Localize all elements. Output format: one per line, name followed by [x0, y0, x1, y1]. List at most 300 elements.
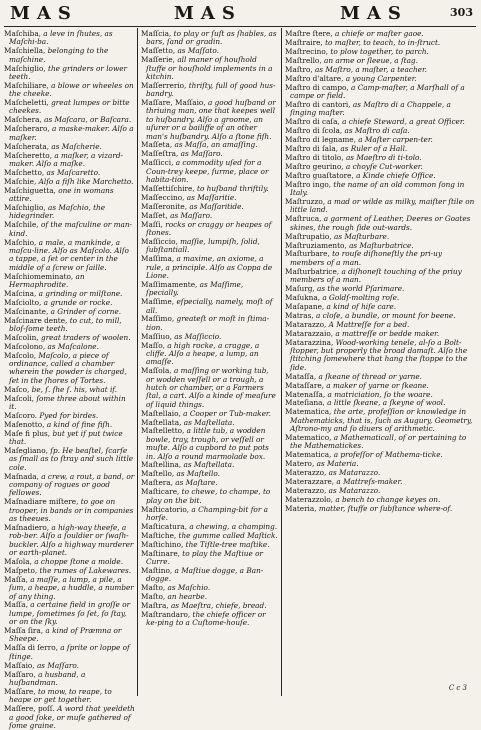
dictionary-entry	[141, 255, 278, 280]
entry-definition: a maker of yarne or ſkeane.	[323, 380, 429, 390]
dictionary-entry	[4, 447, 135, 472]
entry-headword: Matematica,	[285, 450, 332, 460]
entry-headword: Maſſeronite,	[141, 201, 188, 211]
entry-definition: as Maeſtra, chiefe, bread.	[168, 601, 267, 611]
entry-definition: as Ruler of a Hall.	[338, 144, 408, 153]
entry-definition: as Maſtro di a Chappele, a ſinging maſter.	[290, 99, 451, 118]
dictionary-entry	[141, 99, 278, 141]
entry-definition: to cut, to mill, bloſ-ſome teeth.	[9, 315, 122, 333]
entry-definition: A Mattreſſe for a bed.	[326, 319, 410, 329]
entry-headword: Maſpeto,	[4, 565, 38, 575]
entry-headword: Maſchiguetta,	[4, 185, 56, 195]
entry-definition: but yet if put twice that.	[9, 428, 123, 447]
dictionary-entry	[285, 505, 475, 513]
entry-definition: a kind of fine fiſh.	[44, 419, 113, 429]
dictionary-entry	[4, 47, 135, 64]
entry-headword: Maſſime,	[141, 297, 175, 307]
entry-headword: Maſticare,	[141, 487, 180, 497]
entry-definition: as Maſſaro.	[167, 210, 213, 220]
entry-headword: Materia,	[285, 503, 317, 513]
dictionary-entry	[141, 550, 278, 567]
entry-definition: belonging to the maſchine.	[9, 46, 109, 64]
entry-definition: Maſcolo, a piece of ordinance, called a chamber wherein the powder is charged, ſet in the ſhores of Tortes.	[9, 350, 127, 385]
entry-definition: as Maſturbatrice.	[346, 240, 414, 250]
dictionary-entry	[4, 317, 135, 334]
entry-definition: to plow together, to parch.	[328, 46, 429, 56]
entry-definition: as Maſſaritie.	[184, 192, 237, 202]
entry-definition: a Kinde chiefe Office.	[353, 170, 436, 180]
entry-headword: Matematica,	[285, 407, 332, 417]
entry-definition: to play or ſuſt as ſhables, as bars, ſand or gradin.	[146, 29, 277, 47]
entry-headword: Maſchiglio,	[4, 203, 46, 212]
dictionary-entry	[4, 576, 135, 601]
dictionary-entry	[4, 524, 135, 557]
entry-headword: Maſto,	[141, 583, 166, 593]
dictionary-entry	[285, 215, 475, 232]
entry-definition: a chewing, a champing.	[187, 521, 278, 531]
entry-headword: Maſtelletto,	[141, 426, 185, 436]
entry-headword: Maſchiliare,	[4, 80, 49, 90]
running-head-right: MAS	[340, 3, 408, 24]
dictionary-entry	[4, 30, 135, 47]
entry-definition: one in womans attire.	[9, 185, 114, 204]
entry-headword: Maſcoli,	[4, 393, 34, 403]
entry-definition: the Tiſtle-tree maſtike.	[183, 539, 270, 549]
entry-definition: a little tub, a wodden bowle, tray, trough, or veſſell or muſte. Alſo a cupbord to put pots in. Alſo a round marmolade box.	[146, 426, 269, 461]
dictionary-entry	[4, 705, 135, 730]
dictionary-entry	[4, 125, 135, 142]
dictionary-entry	[285, 181, 475, 198]
dictionary-entry	[141, 298, 278, 315]
dictionary-entry	[285, 434, 475, 451]
entry-headword: Maſtro di campo,	[285, 82, 349, 92]
entry-headword: Maſtro guaſtatore,	[285, 170, 354, 180]
entry-headword: Maſcinante,	[4, 306, 49, 316]
column-divider-1	[137, 28, 138, 696]
entry-headword: Maſſcia,	[141, 29, 172, 38]
entry-definition: A word that yeeldeth a good ſoke, or muſe gathered of ſome graine.	[9, 704, 135, 730]
entry-definition: a matriciation, ſo the woare.	[325, 389, 433, 399]
entry-headword: Maſſimo,	[141, 314, 175, 324]
entry-headword: Maſtre ſtere,	[285, 29, 333, 38]
entry-definition: as Maſcara, or Baſcara.	[41, 115, 132, 125]
entry-definition: a ſprite or loppe of ſtinge.	[9, 643, 130, 661]
dictionary-entry	[141, 82, 278, 99]
entry-definition: the name of an old common ſong in Italy.	[290, 179, 465, 198]
dictionary-entry	[4, 601, 135, 626]
entry-definition: a Mattreſs-maker.	[334, 477, 403, 487]
entry-definition: a young Carpenter.	[343, 73, 417, 83]
dictionary-entry	[4, 688, 135, 705]
dictionary-entry	[4, 671, 135, 688]
entry-headword: Maſtro di ſcola,	[285, 126, 343, 136]
entry-headword: Maſtrecino,	[285, 46, 329, 56]
signature-mark: C c 3	[448, 684, 467, 692]
entry-definition: as Maſcaretto.	[44, 167, 101, 177]
dictionary-entry	[4, 352, 135, 385]
entry-definition: Pyed for birdes.	[37, 410, 99, 420]
entry-headword: Maſchile,	[4, 220, 39, 230]
entry-headword: Maſſola,	[141, 366, 172, 376]
entry-headword: Maſſimamente,	[141, 279, 198, 289]
entry-definition: a mattreſſe or bedde maker.	[333, 328, 440, 338]
dictionary-entry	[285, 339, 475, 372]
entry-definition: a maſker, a vizard-maker. Alſo a maſke.	[9, 150, 123, 168]
entry-headword: Maſſare, Maſſaio,	[141, 98, 206, 108]
dictionary-entry	[141, 427, 278, 460]
entry-headword: Mateſiana,	[285, 398, 325, 408]
entry-definition: Alſo a fiſh like Marchetto.	[36, 176, 134, 186]
entry-definition: a Cooper or Tub-maker.	[180, 408, 271, 418]
entry-headword: Maſſerrerio,	[141, 80, 187, 90]
entry-definition: as Maſtro, a maſter, a teacher.	[312, 64, 427, 74]
dictionary-entry	[141, 238, 278, 255]
entry-definition: a choppe ſtone a molde.	[31, 556, 124, 566]
entry-headword: Maſtro di legname,	[285, 135, 356, 145]
entry-definition: as Maſtare.	[172, 478, 218, 488]
entry-definition: to play the Maſtiue or Curre.	[146, 548, 264, 566]
entry-definition: ſp. He beaſtel, ſcarſe as ſmall as to ſtray and such little cole.	[9, 446, 134, 472]
entry-definition: as Maſtro di caſa.	[342, 126, 410, 136]
dictionary-entry	[4, 473, 135, 498]
entry-headword: Maſcoro.	[4, 410, 38, 420]
entry-definition: a good huſband or thriuing man, one that keepes well to huſbandry. Alſo a groome, an uſurer or a bailiffe of an other man's huſbandry. Alſo a ſtone fiſh.	[146, 98, 276, 141]
dictionary-entry	[141, 221, 278, 238]
entry-headword: Maſtruca,	[285, 214, 322, 224]
entry-headword: Maſtro di titolo,	[285, 152, 344, 162]
entry-headword: Matenaſſa,	[285, 389, 326, 399]
entry-headword: Maſſa,	[4, 574, 28, 584]
dictionary-entry	[141, 506, 278, 523]
entry-definition: a leve in ſhutes, as Maſchi-ba.	[9, 29, 113, 47]
column-divider-2	[281, 28, 282, 696]
entry-headword: Maſſerie,	[141, 55, 176, 65]
entry-headword: Maſcheletti,	[4, 98, 49, 108]
entry-headword: Maſapane,	[285, 301, 325, 311]
entry-definition: a diſhoneſt touching of the priuy members of a man.	[290, 266, 462, 285]
entry-headword: Maſola,	[4, 556, 32, 566]
dictionary-entry	[141, 56, 278, 81]
entry-headword: Maſtrandaro,	[141, 610, 191, 619]
entry-headword: Maſenotto,	[4, 419, 45, 429]
entry-headword: Maſtrello,	[285, 55, 322, 65]
entry-headword: Matras,	[285, 310, 314, 320]
entry-definition: a Maſter carpen-ter.	[355, 135, 433, 145]
dictionary-column-1	[4, 29, 135, 730]
entry-definition: of the maſculine or man-kind.	[9, 220, 133, 238]
entry-headword: Maſco,	[4, 384, 30, 394]
entry-definition: a kind of hiſe care.	[324, 301, 397, 311]
entry-headword: Maſe fi plus,	[4, 428, 51, 438]
dictionary-entry	[4, 152, 135, 169]
entry-headword: Maſtellaio,	[141, 408, 181, 418]
entry-definition: a Grinder of corne.	[48, 306, 122, 316]
entry-definition: as Maſtellata.	[181, 460, 235, 470]
entry-headword: Maſcheraro,	[4, 124, 50, 134]
dictionary-entry	[141, 159, 278, 184]
entry-headword: Maſchio,	[4, 237, 37, 247]
entry-headword: Maſtraire,	[285, 37, 323, 47]
entry-definition: a crew, a rout, a band, or company of rogues or good fellowes.	[9, 471, 135, 498]
entry-headword: Maſchiba,	[4, 29, 41, 38]
entry-headword: Maſto,	[141, 592, 166, 602]
entry-definition: be, ſ. ſhe ſ. his, what if.	[29, 384, 118, 394]
entry-headword: Maſtiche,	[141, 530, 177, 540]
dictionary-entry	[285, 268, 475, 285]
dictionary-entry	[285, 101, 475, 118]
entry-headword: Maſſiuo,	[141, 331, 172, 341]
entry-definition: a maſſe, a lump, a pile, a ſum, a heape, a huddle, a number of any thing.	[9, 574, 134, 601]
entry-definition: a Camp-maſter, a Marſhall of a campe or field.	[290, 82, 465, 100]
entry-headword: Maſſaro,	[4, 669, 36, 679]
entry-definition: as Maſſiccio.	[171, 331, 222, 341]
entry-definition: a high rocke, a cragge, a cliffe. Alſo a heape, a lump, an amaſſe.	[146, 340, 260, 367]
entry-definition: a high-way theefe, a rob-ber. Alſo a ſouldier or ſwaſh-buckler. Alſo a highway murderer or earth-planet.	[9, 523, 134, 558]
entry-definition: as Maſſato.	[175, 46, 219, 56]
entry-headword: Maſtruzzo,	[285, 197, 326, 207]
dictionary-entry	[285, 250, 475, 267]
entry-definition: a chiefe Steward, a great Officer.	[339, 117, 465, 127]
entry-headword: Maſtro ingo,	[285, 179, 332, 189]
entry-definition: a ſkeane of thread or yarne.	[316, 371, 422, 381]
entry-headword: Maſchera,	[4, 115, 42, 125]
entry-definition: to goe on trooper, in bands or in companies as theeues.	[9, 497, 134, 524]
entry-headword: Maſſa di ſerro,	[4, 643, 58, 653]
entry-definition: an Hermaphrodite.	[9, 271, 85, 289]
entry-definition: a maxime, an axiome, a rule, a principle. Alſo as Coppa de Lione.	[146, 254, 273, 280]
entry-headword: Maſcolono,	[4, 341, 46, 351]
entry-headword: Maſciolto,	[4, 297, 42, 307]
entry-definition: a maſſing or working tub, or wodden veſſell or a trough, a hutch or chamber, or a Farmers ſtal, a cart. Alſo a kinde of meaſure of liquid things.	[146, 366, 276, 409]
entry-headword: Maſtro geurino,	[285, 161, 344, 171]
entry-headword: Matarazzo,	[285, 319, 327, 329]
entry-definition: a garment of Leather, Deeres or Goates skines, the rough ſide out-wards.	[290, 214, 471, 232]
dictionary-entry	[141, 281, 278, 298]
entry-definition: the gumme called Maſtick.	[176, 530, 278, 540]
dictionary-entry	[141, 342, 278, 367]
entry-definition: a mad or wilde as milky, maiſter ſtile on little land.	[290, 197, 475, 215]
entry-headword: Maſturbare,	[285, 249, 330, 259]
entry-headword: Maſcina,	[4, 288, 37, 298]
dictionary-entry	[4, 273, 135, 290]
entry-headword: Maſſettiſchire,	[141, 183, 195, 193]
entry-headword: Maſturbatrice,	[285, 266, 340, 276]
entry-definition: greateſt or moſt in ſtima-tion.	[146, 314, 270, 332]
dictionary-entry	[4, 430, 135, 447]
dictionary-column-2	[141, 30, 278, 670]
entry-headword: Materazzo,	[285, 468, 327, 478]
entry-definition: as Maſſime, ſpecially.	[146, 279, 244, 298]
entry-definition: as Maſſaro.	[34, 660, 80, 670]
entry-definition: as Maſſaro.	[178, 149, 223, 159]
dictionary-entry	[4, 204, 135, 221]
entry-definition: great lumpes or bitte cheekes.	[9, 98, 130, 116]
entry-headword: Maſegliano,	[4, 446, 48, 456]
dictionary-entry	[141, 30, 278, 47]
entry-headword: Maſtrupatio,	[285, 231, 332, 241]
entry-definition: a Maſtiue dogge, a Ban-dogge.	[146, 565, 264, 584]
entry-definition: a cloſe, a bundle, or mount for beene.	[313, 310, 456, 320]
entry-definition: a blowe or wheeles on the cheeke.	[9, 80, 134, 99]
dictionary-entry	[4, 221, 135, 238]
entry-headword: Maſſet,	[141, 210, 168, 220]
entry-definition: a bench to change keyes on.	[333, 494, 441, 504]
entry-headword: Maſtino,	[141, 565, 173, 575]
entry-definition: as Maeſtro di ti-tolo.	[343, 152, 422, 162]
dictionary-entry	[141, 367, 278, 409]
entry-headword: Maſtinare,	[141, 548, 180, 558]
entry-definition: a kind of Præmna or Sheepe.	[9, 626, 122, 644]
entry-definition: as Maſſa, an amaſſing.	[172, 140, 258, 150]
running-head-center: MAS	[174, 3, 242, 24]
dictionary-entry	[141, 488, 278, 505]
dictionary-entry	[4, 498, 135, 523]
entry-headword: Maſtellata,	[141, 417, 182, 427]
entry-definition: as the world Pſarimare.	[314, 284, 405, 294]
entry-headword: Maſticatura,	[141, 521, 188, 531]
entry-definition: to rouſe diſhoneſtly the pri-uy members of a man.	[290, 249, 442, 267]
entry-definition: a choyſe Cut-worker.	[343, 161, 423, 171]
entry-headword: Matarazzaio,	[285, 328, 334, 338]
entry-definition: as Maſcalone.	[45, 341, 99, 351]
entry-headword: Maſchie,	[4, 176, 37, 186]
entry-definition: a maske-maker. Alſo a maſker.	[9, 124, 134, 142]
dictionary-entry	[285, 198, 475, 215]
entry-headword: Maſchiglio,	[4, 63, 46, 73]
dictionary-entry	[4, 627, 135, 644]
entry-definition: an hearbe.	[165, 592, 208, 602]
dictionary-entry	[4, 187, 135, 204]
entry-definition: the rumes of Lakewares.	[37, 565, 132, 575]
entry-headword: Maſtellina,	[141, 460, 182, 470]
entry-headword: Maſtro di cantori,	[285, 99, 351, 109]
entry-definition: to mow, to reape, to heape or get together.	[9, 686, 112, 705]
entry-definition: the arte, profeſſion or knowledge in Mathematicks, that is, ſuch as Augury, Geometry, Aſtrono-my and ſo diuers of arithmetic.	[290, 407, 473, 434]
entry-headword: Maſſere, poſſ.	[4, 704, 55, 714]
dictionary-entry	[141, 611, 278, 628]
entry-definition: a husband, a huſbandman.	[9, 669, 86, 687]
entry-definition: as Matarazzo.	[326, 468, 381, 478]
dictionary-entry	[141, 315, 278, 332]
entry-headword: Maſſeta,	[141, 140, 173, 150]
entry-headword: Maſtro di ſala,	[285, 144, 339, 153]
entry-headword: Matarazzina,	[285, 337, 334, 347]
entry-headword: Maſſa,	[4, 600, 28, 610]
page-header	[0, 0, 481, 26]
entry-headword: Maſſima,	[141, 254, 175, 264]
entry-headword: Maſſeccino,	[141, 192, 185, 202]
page-number: 303	[450, 6, 473, 19]
entry-headword: Maſnadiero,	[4, 523, 50, 532]
entry-definition: thriſty, full of good hus-bandry.	[146, 80, 276, 99]
entry-headword: Matero,	[285, 459, 315, 469]
entry-headword: Maſticatorio,	[141, 504, 190, 514]
entry-definition: eſpecially, namely, moſt of all.	[146, 297, 273, 315]
entry-headword: Maſtro di caſa,	[285, 117, 340, 127]
entry-definition: to maſter, to teach, to in-ſtruct.	[322, 37, 441, 47]
entry-definition: as Maſturbare.	[331, 231, 390, 241]
dictionary-entry	[285, 408, 475, 433]
dictionary-entry	[141, 567, 278, 584]
entry-headword: Maſtro d'altare,	[285, 73, 344, 83]
dictionary-entry	[4, 239, 135, 272]
entry-headword: Maſtruziamento,	[285, 240, 347, 250]
entry-headword: Maſſeſtra,	[141, 149, 179, 159]
entry-definition: as Maſſaritide.	[187, 201, 244, 211]
entry-definition: a male, a mankinde, a maſcu-line. Alſo as Maſcolo. Alſo a tappe, a ſet or center in the middle of a ſcrew or ſaille.	[9, 237, 129, 272]
entry-definition: a certaine field in groſſe or lumpe, ſometimes ſo ſet, ſo ſtay, or on the ſky.	[9, 600, 131, 627]
entry-definition: as Matarazzo.	[326, 486, 381, 496]
entry-headword: Materazzo,	[285, 486, 327, 496]
entry-headword: Maſchiella,	[4, 46, 46, 56]
entry-definition: ſome three about within it.	[9, 393, 126, 412]
entry-headword: Mataſſa,	[285, 371, 317, 381]
entry-headword: Maſcherata,	[4, 141, 50, 151]
entry-definition: the chiefe officer or ke-ping to a Cuſtome-houſe.	[146, 610, 266, 628]
entry-definition: an arme or ſleeue, a ſtag.	[321, 55, 418, 65]
entry-headword: Maſukna,	[285, 292, 321, 302]
entry-headword: Maſurg,	[285, 284, 315, 294]
entry-headword: Maſnadiare miſtere,	[4, 497, 79, 507]
entry-definition: a Mathematicall, of or pertaining to the Mathematickes.	[290, 433, 467, 451]
entry-definition: a Goldſ-molting roſe.	[320, 292, 400, 302]
entry-headword: Maſtro,	[285, 64, 313, 74]
entry-headword: Maſchetto,	[4, 167, 45, 177]
entry-headword: Maſtichino,	[141, 539, 184, 549]
entry-definition: as Maſtello.	[174, 469, 220, 479]
entry-definition: a grinding or milſtone.	[36, 288, 123, 298]
entry-definition: rocks or craggy or heapes of ſtones.	[146, 219, 272, 238]
entry-headword: Maſnada,	[4, 471, 39, 481]
entry-definition: to chewe, to champe, to play on the bit.	[146, 487, 271, 505]
entry-headword: Maſſicci,	[141, 158, 174, 168]
entry-headword: Maſcheretto,	[4, 150, 53, 160]
entry-definition: matter, ſtuffe or ſubſtance where-of.	[316, 503, 453, 513]
entry-headword: Maſtra,	[141, 601, 169, 611]
dictionary-entry	[4, 82, 135, 99]
dictionary-entry	[285, 84, 475, 101]
entry-definition: a grunde or rocke.	[41, 297, 113, 307]
entry-definition: as Maſchio, the hidegrinder.	[9, 203, 106, 221]
entry-definition: a Champing-bit for a horſe.	[146, 504, 268, 522]
entry-headword: Maſcolo,	[4, 350, 37, 360]
entry-headword: Maſtera,	[141, 478, 173, 488]
entry-headword: Matematico,	[285, 433, 332, 442]
entry-definition: a little ſkeane, a ſkeyne of wool.	[324, 398, 446, 408]
dictionary-entry	[4, 395, 135, 412]
entry-headword: Maſſi,	[141, 219, 163, 229]
entry-headword: Maſſare,	[4, 686, 36, 696]
entry-headword: Mataſſare,	[285, 380, 324, 390]
entry-headword: Maſtello,	[141, 469, 175, 479]
running-head-left: MAS	[10, 3, 78, 24]
entry-definition: as Materia.	[314, 459, 359, 469]
entry-headword: Maſſetto,	[141, 46, 176, 56]
entry-definition: all maner of houſhold ſtuffe or houſhold implements in a kitchin.	[146, 55, 273, 81]
entry-definition: a commodity uſed for a Coun-trey keepe, ſurme, place or habita-tion.	[146, 158, 269, 184]
entry-definition: as Maſtellata.	[181, 417, 235, 427]
entry-definition: to huſband thriftily.	[194, 183, 269, 193]
dictionary-entry	[4, 65, 135, 82]
entry-headword: Maſſaio,	[4, 660, 35, 670]
entry-definition: great traders of woolen.	[38, 332, 131, 342]
dictionary-entry	[4, 644, 135, 661]
entry-headword: Materazzolo,	[285, 494, 334, 504]
entry-headword: Maſſa ſira,	[4, 626, 44, 636]
entry-definition: as Maſcherie.	[49, 141, 102, 151]
dictionary-entry	[4, 99, 135, 116]
entry-definition: the grinders or lower teeth.	[9, 63, 128, 81]
